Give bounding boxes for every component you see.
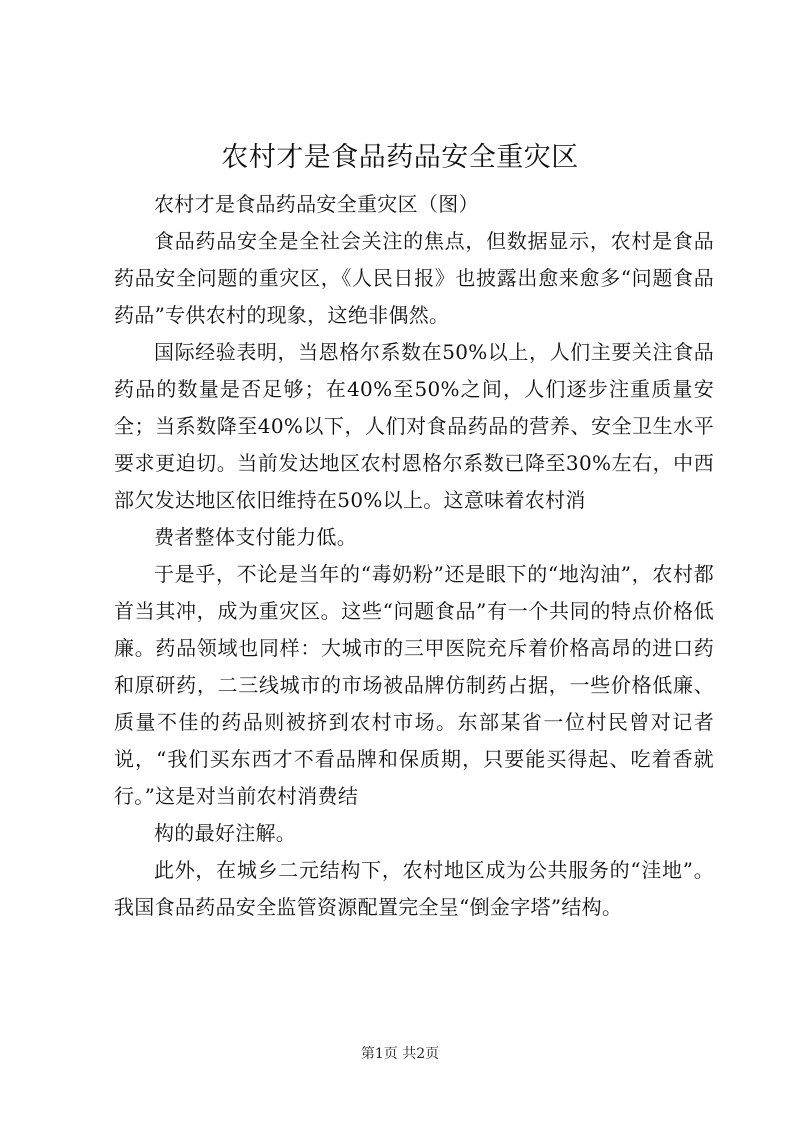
paragraph-engel-coefficient: 国际经验表明，当恩格尔系数在50%以上，人们主要关注食品药品的数量是否足够；在40%至50%之间，人们逐步注重质量安全；当系数降至40%以下，人们对食品药品的营养、安全卫生水平要求更迫切。当前发达地区农村恩格尔系数已降至30%左右，中西部欠发达地区依旧维持在50%以上。这意味着农村消 — [114, 340, 714, 512]
page-number-footer: 第1页 共2页 — [360, 1046, 440, 1062]
paragraph-continuation-2: 构的最好注解。 — [154, 821, 297, 845]
paragraph-problem-food: 于是乎，不论是当年的“毒奶粉”还是眼下的“地沟油”，农村都首当其冲，成为重灾区。这些“问题食品”有一个共同的特点价格低廉。药品领域也同样：大城市的三甲医院充斥着价格高昂的进口药和原研药，二三线城市的市场被品牌仿制药占据，一些价格低廉、质量不佳的药品则被挤到农村市场。东部某省一位村民曾对记者说，“我们买东西才不看品牌和保质期，只要能买得起、吃着香就行。”这是对当前农村消费结 — [114, 562, 714, 808]
paragraph-public-service: 此外，在城乡二元结构下，农村地区成为公共服务的“洼地”。我国食品药品安全监管资源配置完全呈“倒金字塔”结构。 — [114, 858, 714, 919]
paragraph-intro: 食品药品安全是全社会关注的焦点，但数据显示，农村是食品药品安全问题的重灾区，《人民日报》也披露出愈来愈多“问题食品药品”专供农村的现象，这绝非偶然。 — [114, 229, 714, 327]
paragraph-continuation-1: 费者整体支付能力低。 — [154, 525, 357, 549]
paragraph-subtitle: 农村才是食品药品安全重灾区（图） — [154, 192, 479, 216]
document-body — [114, 186, 714, 926]
document-title: 农村才是食品药品安全重灾区 — [221, 142, 579, 173]
